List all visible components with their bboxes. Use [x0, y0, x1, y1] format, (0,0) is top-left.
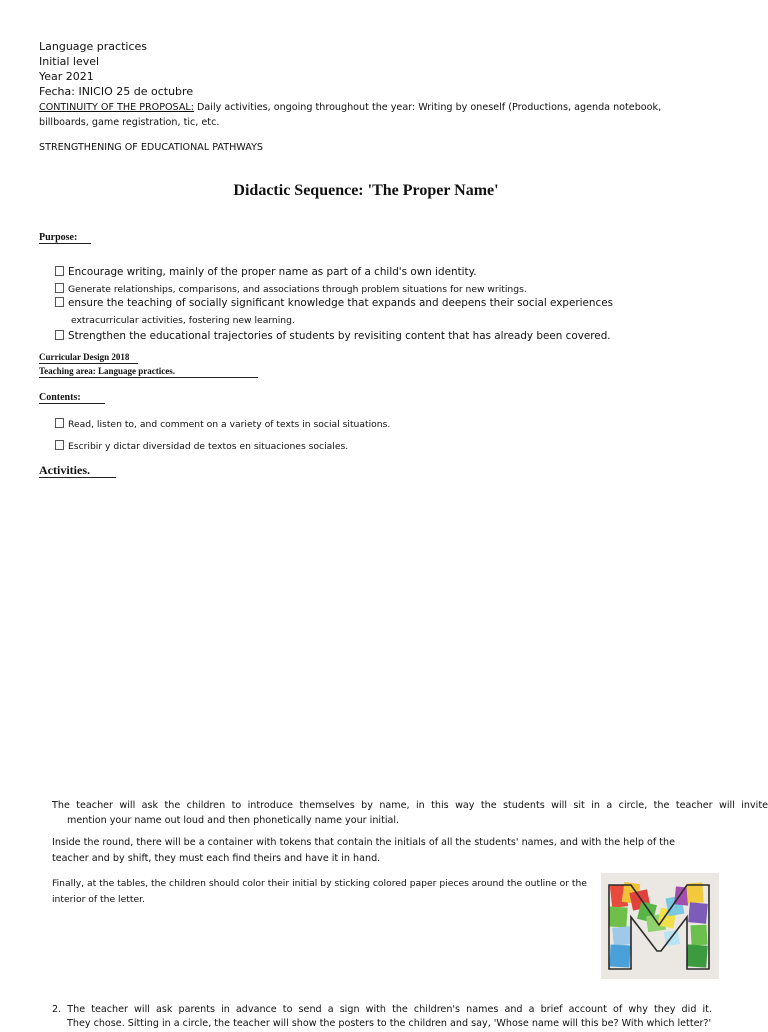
curricular-underline [39, 363, 138, 364]
activity-paragraph: 2. The teacher will ask parents in advance to send a sign with the children's names and a brief account of why they did it. [52, 1004, 712, 1015]
contents-item: Read, listen to, and comment on a variety of texts in social situations. [55, 418, 390, 430]
purpose-item: Generate relationships, comparisons, and associations through problem situations for new writings. [55, 283, 527, 295]
subject-line: Language practices [39, 40, 147, 53]
bullet-box-icon [55, 266, 64, 276]
date-line: Fecha: INICIO 25 de octubre [39, 85, 194, 98]
level-line: Initial level [39, 55, 100, 68]
continuity-label: CONTINUITY OF THE PROPOSAL: [39, 102, 194, 113]
continuity-line [39, 100, 661, 115]
purpose-underline [39, 243, 91, 244]
letter-m-collage-graphic [601, 873, 719, 979]
activity-paragraph-cont: mention your name out loud and then phonetically name your initial. [67, 815, 400, 826]
purpose-item: Strengthen the educational trajectories of students by revisiting content that has already been covered. [55, 330, 611, 342]
activity-paragraph: Finally, at the tables, the children should color their initial by sticking colored paper pieces around the outline or the [52, 878, 587, 889]
continuity-text: Daily activities, ongoing throughout the year: Writing by oneself (Productions, agenda notebook, [193, 102, 662, 113]
activity-paragraph: The teacher will ask the children to introduce themselves by name, in this way the students will sit in a circle, the teacher will invite [52, 800, 768, 811]
collage-letter-m-image [601, 873, 719, 979]
page-title: Didactic Sequence: 'The Proper Name' [233, 182, 499, 199]
activity-paragraph-cont: teacher and by shift, they must each find theirs and have it in hand. [52, 853, 381, 864]
activities-underline [39, 477, 116, 478]
purpose-item: Encourage writing, mainly of the proper name as part of a child's own identity. [55, 266, 477, 278]
bullet-box-icon [55, 418, 64, 428]
purpose-item-continuation: extracurricular activities, fostering new learning. [71, 315, 295, 326]
teaching-area-underline [39, 377, 258, 378]
bullet-box-icon [55, 283, 64, 293]
contents-underline [39, 403, 105, 404]
continuity-text-cont: billboards, game registration, tic, etc. [39, 117, 220, 128]
bullet-box-icon [55, 297, 64, 307]
purpose-item: ensure the teaching of socially significant knowledge that expands and deepens their social experiences [55, 297, 613, 309]
activity-paragraph-cont: interior of the letter. [52, 894, 145, 905]
activity-number: 2. [52, 1004, 62, 1015]
bullet-box-icon [55, 440, 64, 450]
contents-item: Escribir y dictar diversidad de textos en situaciones sociales. [55, 440, 348, 452]
activity-paragraph: Inside the round, there will be a container with tokens that contain the initials of all the students' names, and with the help of the [52, 837, 675, 848]
strengthening-heading: STRENGTHENING OF EDUCATIONAL PATHWAYS [39, 142, 264, 153]
activities-heading: Activities. [39, 463, 90, 477]
curricular-design: Curricular Design 2018 [39, 352, 130, 362]
contents-heading: Contents: [39, 392, 81, 403]
teaching-area: Teaching area: Language practices. [39, 366, 175, 376]
purpose-heading: Purpose: [39, 232, 78, 243]
activity-paragraph-cont: They chose. Sitting in a circle, the teacher will show the posters to the children and say, 'Whose name will this be? With which letter?' [67, 1018, 712, 1029]
bullet-box-icon [55, 330, 64, 340]
year-line: Year 2021 [39, 70, 94, 83]
